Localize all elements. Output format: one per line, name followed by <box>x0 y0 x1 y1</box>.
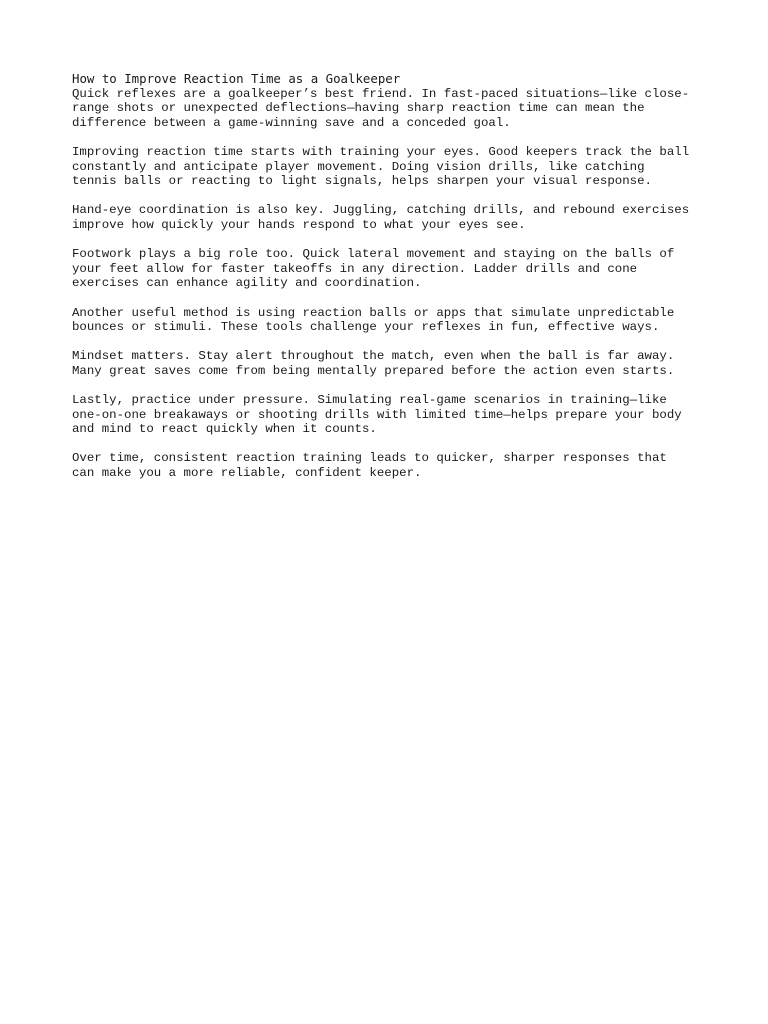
paragraph-1: Quick reflexes are a goalkeeper’s best friend. In fast-paced situations—like close- range shots or unexpected deflections—having sharp reaction time can mean the difference between a game-winning save and a conceded goal. <box>72 86 690 130</box>
paragraph-8: Over time, consistent reaction training leads to quicker, sharper responses that can make you a more reliable, confident keeper. <box>72 451 667 481</box>
paragraph-3: Hand-eye coordination is also key. Juggling, catching drills, and rebound exercises improve how quickly your hands respond to what your eyes see. <box>72 203 690 232</box>
document-page <box>72 72 712 481</box>
paragraph-2: Improving reaction time starts with training your eyes. Good keepers track the ball constantly and anticipate player movement. Doing vision drills, like catching tennis balls or reacting to light signals, helps sharpen your visual response. <box>72 144 690 189</box>
paragraph-7: Lastly, practice under pressure. Simulating real-game scenarios in training—like one-on-one breakaways or shooting drills with limited time—helps prepare your body and mind to react quickly when it counts. <box>72 393 682 437</box>
document-title: How to Improve Reaction Time as a Goalkeeper <box>72 71 401 86</box>
paragraph-4: Footwork plays a big role too. Quick lateral movement and staying on the balls of your feet allow for faster takeoffs in any direction. Ladder drills and cone exercises can enhance agility and coordination. <box>72 247 675 291</box>
paragraph-6: Mindset matters. Stay alert throughout the match, even when the ball is far away. Many great saves come from being mentally prepared before the action even starts. <box>72 349 675 378</box>
paragraph-5: Another useful method is using reaction balls or apps that simulate unpredictable bounces or stimuli. These tools challenge your reflexes in fun, effective ways. <box>72 305 675 335</box>
